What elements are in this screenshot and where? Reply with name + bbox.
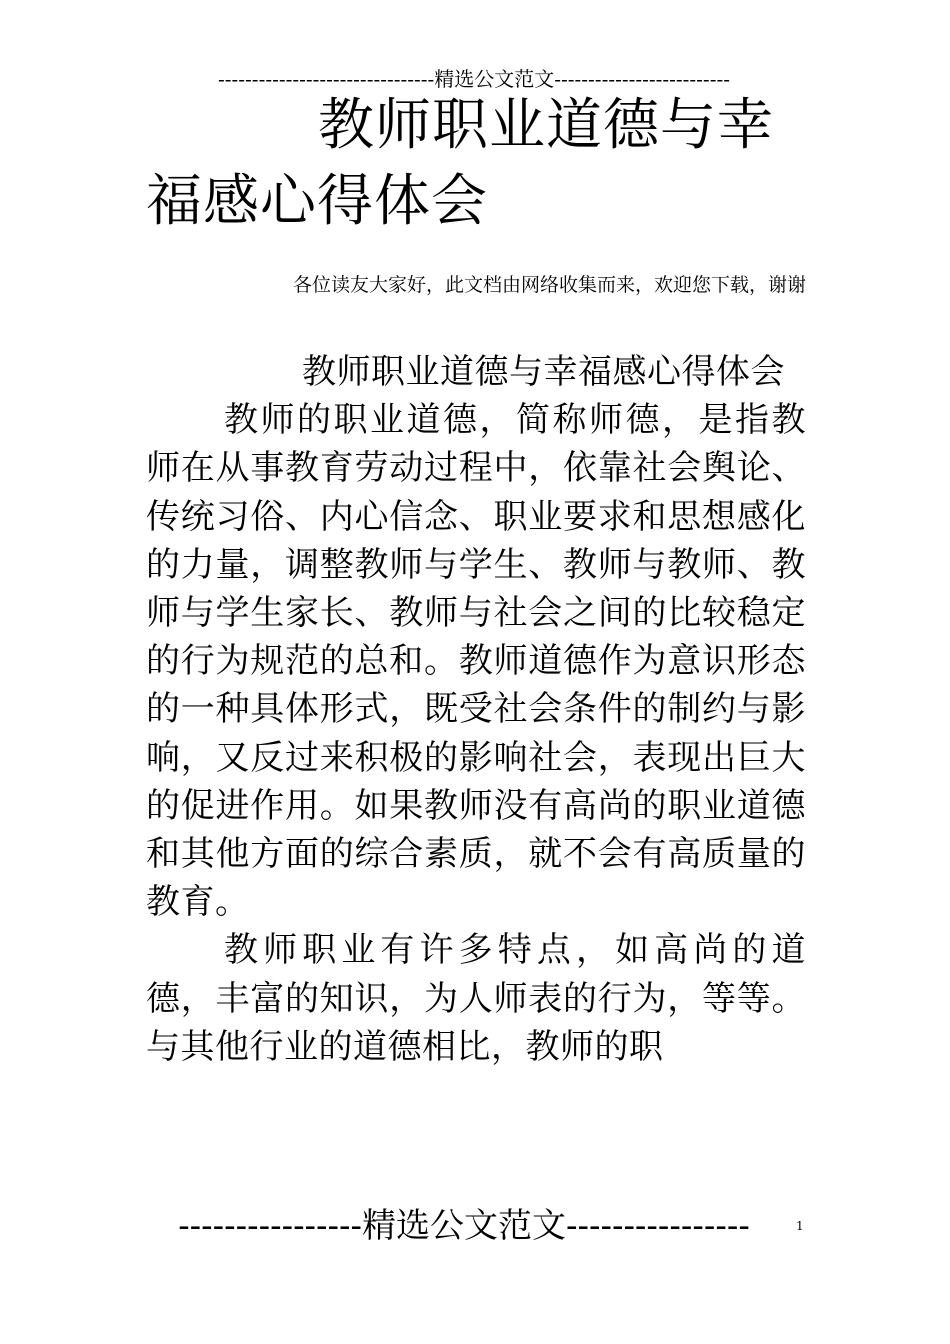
body-paragraph: 教师职业有许多特点，如高尚的道德，丰富的知识，为人师表的行为，等等。与其他行业的道德相比，教师的职 xyxy=(146,930,806,1067)
page-footer-banner: ----------------精选公文范文---------------- xyxy=(178,1206,750,1246)
page-header-banner: --------------------------------精选公文范文-------------------------- xyxy=(218,67,730,91)
body-paragraph: 教师的职业道德，简称师德，是指教师在从事教育劳动过程中，依靠社会舆论、传统习俗、内心信念、职业要求和思想感化的力量，调整教师与学生、教师与教师、教师与学生家长、教师与社会之间的比较稳定的行为规范的总和。教师道德作为意识形态的一种具体形式，既受社会条件的制约与影响，又反过来积极的影响社会，表现出巨大的促进作用。如果教师没有高尚的职业道德和其他方面的综合素质，就不会有高质量的教育。 xyxy=(146,400,806,923)
document-body xyxy=(146,348,806,1071)
document-title: 教师职业道德与幸福感心得体会 xyxy=(146,93,774,234)
page-number: 1 xyxy=(796,1219,804,1233)
document-subtitle: 教师职业道德与幸福感心得体会 xyxy=(302,352,785,392)
greeting-note: 各位读友大家好，此文档由网络收集而来，欢迎您下载，谢谢 xyxy=(292,274,806,296)
